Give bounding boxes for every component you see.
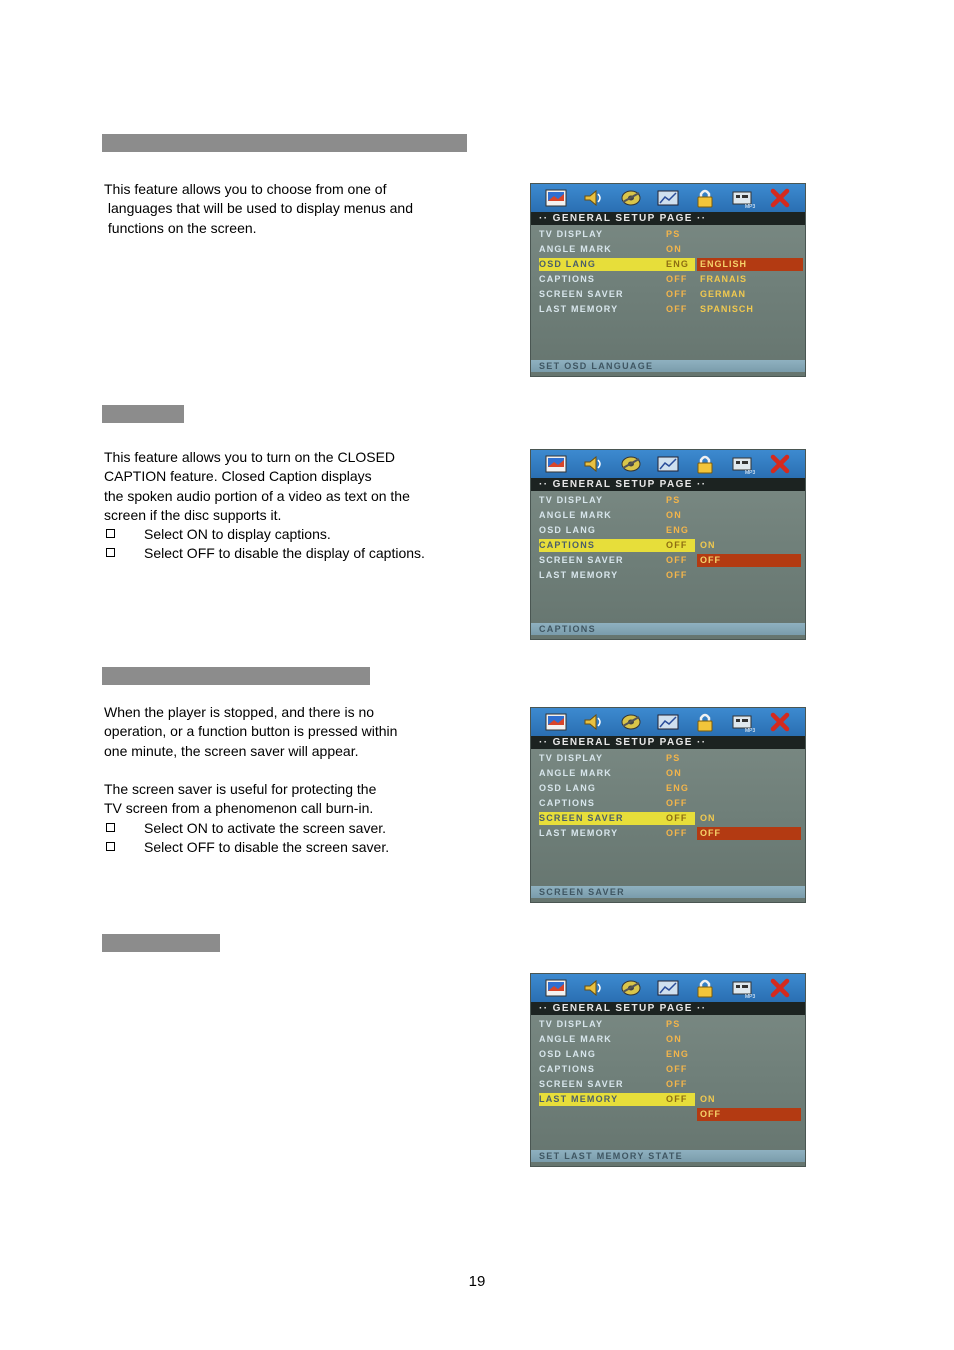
osd-menu-row [539, 1018, 799, 1033]
osd-row-label: ANGLE MARK [539, 244, 612, 254]
osd-icon-bar [531, 184, 805, 212]
osd-option: OFF [697, 1108, 801, 1121]
bullet-item [104, 819, 397, 838]
lock-icon [694, 978, 716, 998]
dolby-disc-icon [620, 712, 642, 732]
osd-row-value: OFF [666, 1094, 688, 1104]
osd-menu-row [539, 797, 799, 812]
osd-row-label: ANGLE MARK [539, 768, 612, 778]
general-setup-icon [545, 978, 567, 998]
bullet-text: Select ON to display captions. [144, 526, 331, 543]
exit-x-icon [769, 712, 791, 732]
osd-menu-row [539, 1078, 799, 1093]
text-line: The screen saver is useful for protecting the [104, 781, 377, 798]
osd-row-value: OFF [666, 813, 688, 823]
osd-row-value: OFF [666, 274, 688, 284]
osd-screenshot-screen-saver [530, 707, 806, 903]
exit-x-icon [769, 978, 791, 998]
text-line [104, 761, 397, 780]
preference-icon [732, 454, 754, 474]
dolby-disc-icon [620, 978, 642, 998]
osd-row-value: PS [666, 229, 681, 239]
text-line: This feature allows you to choose from one of [104, 181, 387, 197]
osd-row-value: PS [666, 495, 681, 505]
osd-row-label: SCREEN SAVER [539, 289, 624, 299]
osd-row-label: LAST MEMORY [539, 304, 619, 314]
text-line: operation, or a function button is pressed within [104, 723, 398, 740]
osd-menu-row [539, 243, 799, 258]
osd-row-value: ON [666, 244, 682, 254]
osd-row-label: TV DISPLAY [539, 495, 604, 505]
osd-option: ON [700, 813, 716, 823]
osd-option: SPANISCH [700, 304, 754, 314]
section-text-captions [104, 448, 425, 564]
osd-page-header: ·· GENERAL SETUP PAGE ·· [531, 736, 805, 749]
osd-option: ON [700, 540, 716, 550]
svg-text:MP3: MP3 [744, 470, 756, 476]
osd-menu-row [539, 1048, 799, 1063]
osd-row-value: OFF [666, 304, 688, 314]
osd-option: ENGLISH [697, 258, 803, 271]
dolby-disc-icon [620, 188, 642, 208]
osd-row-value: OFF [666, 1079, 688, 1089]
preference-icon [732, 978, 754, 998]
svg-text:MP3: MP3 [744, 728, 756, 734]
osd-status-bar: SCREEN SAVER [531, 886, 805, 898]
osd-row-value: ENG [666, 1049, 690, 1059]
osd-row-label: TV DISPLAY [539, 229, 604, 239]
osd-row-value: ON [666, 768, 682, 778]
text-line: CAPTION feature. Closed Caption displays [104, 468, 372, 485]
bullet-text: Select OFF to disable the display of captions. [144, 545, 425, 562]
bullet-text: Select ON to activate the screen saver. [144, 819, 387, 836]
text-line: This feature allows you to turn on the CLOSED [104, 449, 396, 465]
svg-text:MP3: MP3 [744, 994, 756, 1000]
general-setup-icon [545, 712, 567, 732]
osd-row-label: OSD LANG [539, 783, 597, 793]
osd-screenshot-captions [530, 449, 806, 640]
general-setup-icon [545, 188, 567, 208]
osd-icon-bar [531, 974, 805, 1002]
checkbox-bullet-icon [106, 823, 115, 832]
preference-icon [732, 712, 754, 732]
audio-speaker-icon [582, 454, 604, 474]
osd-menu-row [539, 1033, 799, 1048]
osd-screenshot-osd-lang [530, 183, 806, 377]
osd-menu-row [539, 509, 799, 524]
text-line: When the player is stopped, and there is no [104, 704, 375, 720]
section-bar-last-memory [102, 934, 220, 952]
osd-menu-row [539, 228, 799, 243]
lock-icon [694, 454, 716, 474]
osd-row-value: PS [666, 753, 681, 763]
osd-row-label: SCREEN SAVER [539, 813, 624, 823]
osd-row-value: ENG [666, 259, 690, 269]
osd-page-header: ·· GENERAL SETUP PAGE ·· [531, 212, 805, 225]
osd-menu-row [539, 1063, 799, 1078]
text-line: the spoken audio portion of a video as text on the [104, 487, 410, 504]
osd-menu-row [539, 494, 799, 509]
audio-speaker-icon [582, 712, 604, 732]
osd-option: FRANAIS [700, 274, 747, 284]
osd-option: OFF [697, 827, 801, 840]
osd-row-label: ANGLE MARK [539, 510, 612, 520]
text-line: screen if the disc supports it. [104, 506, 282, 523]
video-icon [657, 712, 679, 732]
osd-row-label: LAST MEMORY [539, 1094, 619, 1104]
osd-row-label: CAPTIONS [539, 1064, 596, 1074]
osd-row-value: ON [666, 1034, 682, 1044]
osd-row-value: OFF [666, 289, 688, 299]
exit-x-icon [769, 188, 791, 208]
osd-row-value: OFF [666, 798, 688, 808]
text-line: one minute, the screen saver will appear. [104, 742, 359, 759]
checkbox-bullet-icon [106, 548, 115, 557]
osd-menu-row [539, 569, 799, 584]
osd-row-value: PS [666, 1019, 681, 1029]
section-bar-screen-saver [102, 667, 370, 685]
audio-speaker-icon [582, 978, 604, 998]
osd-row-label: ANGLE MARK [539, 1034, 612, 1044]
osd-status-bar: SET LAST MEMORY STATE [531, 1150, 805, 1162]
osd-screenshot-last-memory [530, 973, 806, 1167]
osd-row-label: TV DISPLAY [539, 753, 604, 763]
text-line: functions on the screen. [104, 219, 257, 236]
osd-row-label: LAST MEMORY [539, 570, 619, 580]
checkbox-bullet-icon [106, 842, 115, 851]
osd-row-label: SCREEN SAVER [539, 1079, 624, 1089]
osd-row-label: LAST MEMORY [539, 828, 619, 838]
osd-row-label: SCREEN SAVER [539, 555, 624, 565]
section-bar-captions [102, 405, 184, 423]
osd-row-label: CAPTIONS [539, 540, 596, 550]
video-icon [657, 454, 679, 474]
osd-row-value: OFF [666, 828, 688, 838]
section-bar-osd-lang [102, 134, 467, 152]
osd-row-label: OSD LANG [539, 1049, 597, 1059]
osd-row-value: ENG [666, 783, 690, 793]
exit-x-icon [769, 454, 791, 474]
video-icon [657, 188, 679, 208]
osd-icon-bar [531, 450, 805, 478]
osd-row-value: OFF [666, 1064, 688, 1074]
preference-icon [732, 188, 754, 208]
osd-status-bar: CAPTIONS [531, 623, 805, 635]
audio-speaker-icon [582, 188, 604, 208]
general-setup-icon [545, 454, 567, 474]
bullet-item [104, 838, 397, 857]
osd-menu-row [539, 767, 799, 782]
bullet-item [104, 544, 425, 563]
lock-icon [694, 188, 716, 208]
osd-option: OFF [697, 554, 801, 567]
osd-status-bar: SET OSD LANGUAGE [531, 360, 805, 372]
osd-row-label: TV DISPLAY [539, 1019, 604, 1029]
osd-row-value: OFF [666, 570, 688, 580]
lock-icon [694, 712, 716, 732]
osd-option: ON [700, 1094, 716, 1104]
osd-row-label: OSD LANG [539, 525, 597, 535]
section-text-osd-lang [104, 180, 413, 238]
text-line: TV screen from a phenomenon call burn-in. [104, 800, 374, 817]
osd-row-value: ON [666, 510, 682, 520]
bullet-item [104, 525, 425, 544]
osd-row-label: OSD LANG [539, 259, 597, 269]
page-number: 19 [468, 1273, 486, 1290]
osd-menu-row [539, 782, 799, 797]
dolby-disc-icon [620, 454, 642, 474]
osd-row-value: OFF [666, 540, 688, 550]
osd-row-value: OFF [666, 555, 688, 565]
osd-menu-row [539, 752, 799, 767]
osd-icon-bar [531, 708, 805, 736]
text-line: languages that will be used to display menus and [104, 200, 413, 217]
osd-row-label: CAPTIONS [539, 798, 596, 808]
svg-text:MP3: MP3 [744, 204, 756, 210]
osd-row-value: ENG [666, 525, 690, 535]
osd-page-header: ·· GENERAL SETUP PAGE ·· [531, 478, 805, 491]
osd-option: GERMAN [700, 289, 746, 299]
osd-menu-row [539, 524, 799, 539]
video-icon [657, 978, 679, 998]
checkbox-bullet-icon [106, 529, 115, 538]
section-text-screen-saver [104, 703, 397, 857]
bullet-text: Select OFF to disable the screen saver. [144, 839, 390, 856]
osd-page-header: ·· GENERAL SETUP PAGE ·· [531, 1002, 805, 1015]
osd-row-label: CAPTIONS [539, 274, 596, 284]
